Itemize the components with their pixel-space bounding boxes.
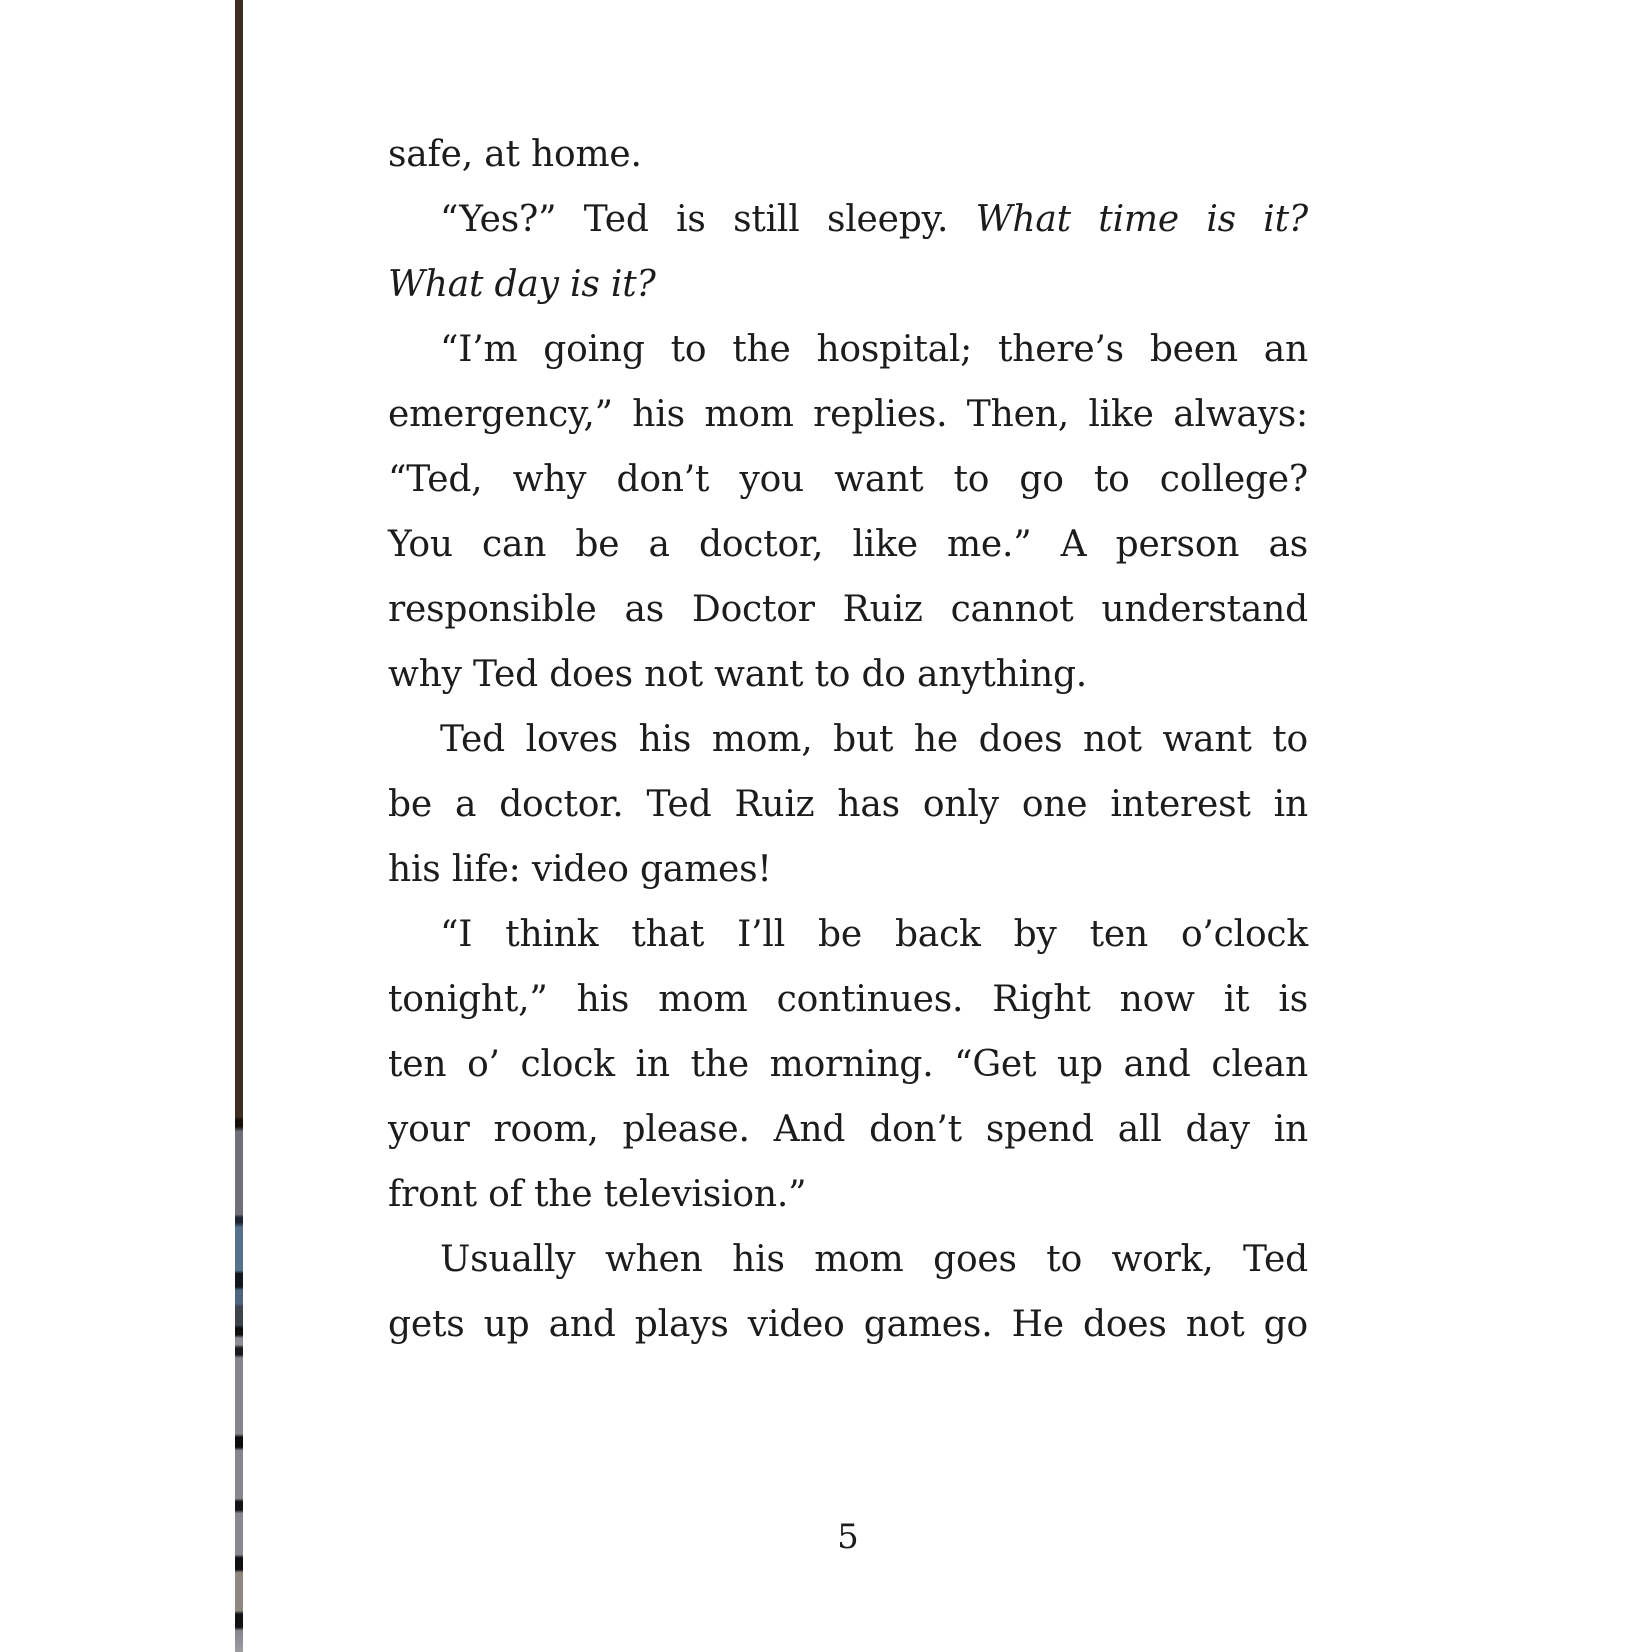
text-line bbox=[388, 252, 1308, 317]
text-line bbox=[388, 382, 1308, 447]
text-line bbox=[388, 1032, 1308, 1097]
text-run: responsible as Doctor Ruiz cannot understand bbox=[388, 589, 1308, 630]
text-run: emergency,” his mom replies. Then, like always: bbox=[388, 394, 1308, 435]
text-run: gets up and plays video games. He does not go bbox=[388, 1304, 1308, 1345]
page-number: 5 bbox=[837, 1517, 859, 1557]
text-run: why Ted does not want to do anything. bbox=[388, 654, 1088, 695]
text-run: Usually when his mom goes to work, Ted bbox=[440, 1239, 1308, 1280]
italic-text-run: What day is it? bbox=[388, 264, 656, 305]
text-line bbox=[388, 772, 1308, 837]
text-run: front of the television.” bbox=[388, 1174, 807, 1215]
text-run: “I’m going to the hospital; there’s been an bbox=[440, 329, 1308, 370]
text-run: Ted loves his mom, but he does not want to bbox=[440, 719, 1308, 760]
text-line bbox=[388, 577, 1308, 642]
text-run: safe, at home. bbox=[388, 134, 642, 175]
text-line bbox=[388, 512, 1308, 577]
text-run: tonight,” his mom continues. Right now it is bbox=[388, 979, 1308, 1020]
text-run: ten o’ clock in the morning. “Get up and clean bbox=[388, 1044, 1308, 1085]
text-run: your room, please. And don’t spend all day in bbox=[388, 1109, 1308, 1150]
text-line bbox=[388, 902, 1308, 967]
italic-text-run: What time is it? bbox=[975, 199, 1308, 240]
text-run: “Yes?” Ted is still sleepy. bbox=[440, 199, 976, 240]
text-run: be a doctor. Ted Ruiz has only one interest in bbox=[388, 784, 1308, 825]
text-run: “I think that I’ll be back by ten o’clock bbox=[440, 914, 1308, 955]
text-line bbox=[388, 1097, 1308, 1162]
text-line bbox=[388, 317, 1308, 382]
text-line bbox=[388, 642, 1308, 707]
book-spine-edge bbox=[235, 0, 243, 1652]
text-line bbox=[388, 122, 1308, 187]
text-run: his life: video games! bbox=[388, 849, 772, 890]
text-line bbox=[388, 967, 1308, 1032]
text-line bbox=[388, 707, 1308, 772]
text-line bbox=[388, 837, 1308, 902]
text-line bbox=[388, 187, 1308, 252]
text-run: “Ted, why don’t you want to go to college? bbox=[388, 459, 1308, 500]
text-line bbox=[388, 1292, 1308, 1357]
text-line bbox=[388, 1162, 1308, 1227]
text-run: You can be a doctor, like me.” A person as bbox=[388, 524, 1308, 565]
page-text bbox=[388, 122, 1308, 1357]
text-line bbox=[388, 447, 1308, 512]
text-line bbox=[388, 1227, 1308, 1292]
